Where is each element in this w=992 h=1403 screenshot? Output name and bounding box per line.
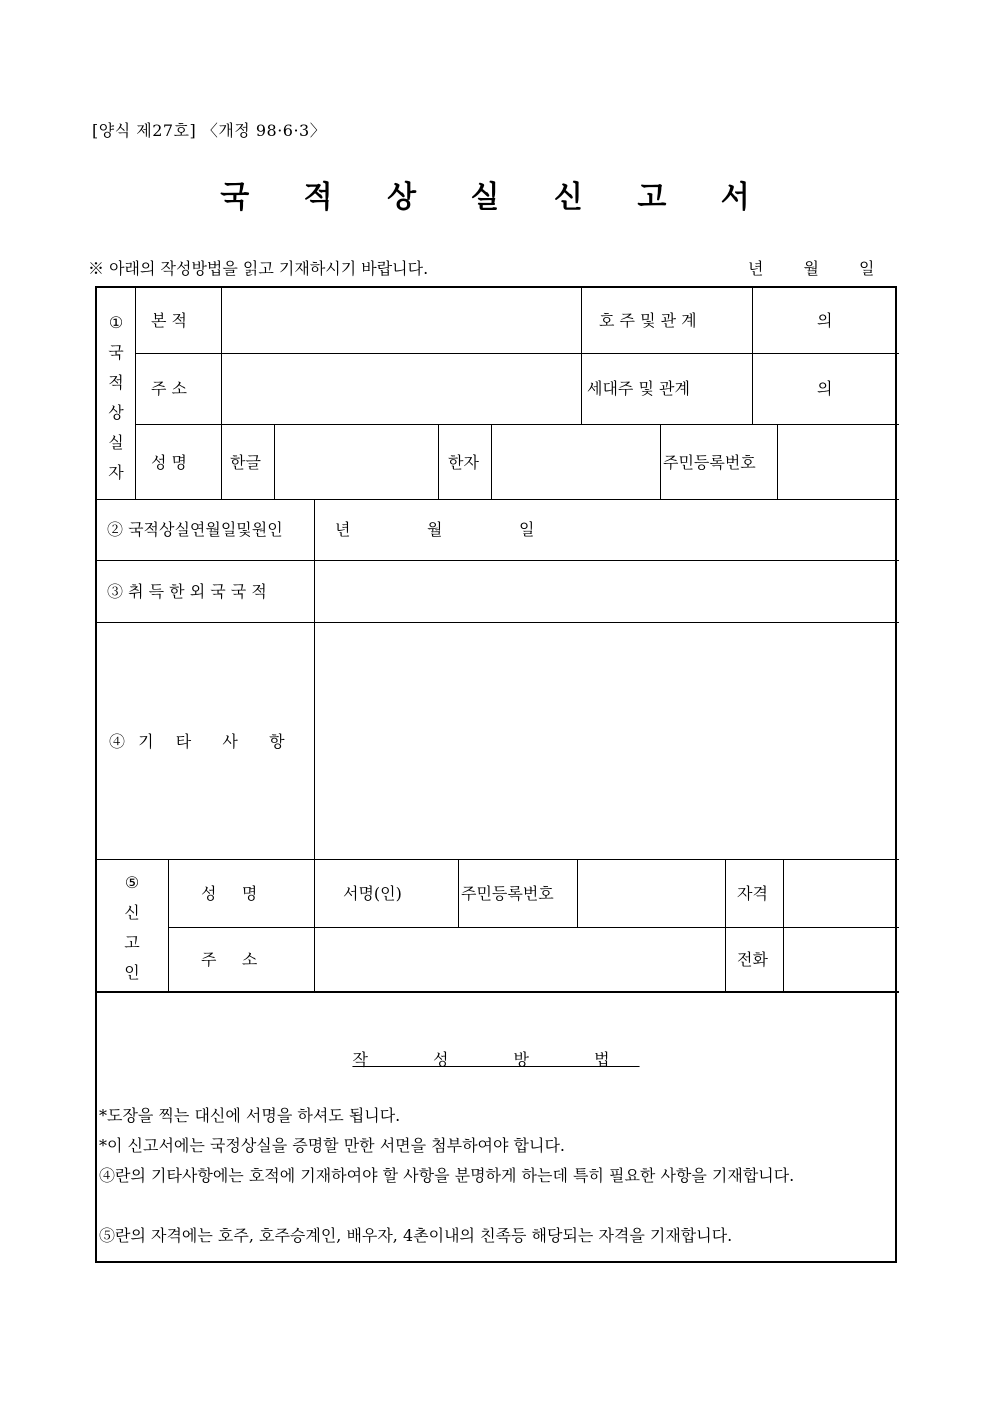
- reporter-resident-no-label: 주민등록번호: [461, 884, 554, 903]
- report-date-day: 일: [858, 259, 875, 278]
- hangul-label: 한글: [230, 453, 261, 472]
- method-note-3: ④란의 기타사항에는 호적에 기재하여야 할 사항을 분명하게 하는데 특히 필요한 사항을 기재합니다.: [99, 1166, 795, 1185]
- col-divider: [581, 288, 582, 424]
- loss-date-year: 년: [335, 520, 351, 539]
- col-divider: [135, 288, 136, 499]
- foreign-nationality-field[interactable]: [315, 561, 899, 622]
- resident-no-field[interactable]: [778, 424, 899, 499]
- col-divider: [752, 288, 753, 424]
- reporter-label: ⑤ 신 고 인: [124, 873, 140, 982]
- lost-person-label: ① 국 적 상 실 자: [108, 313, 124, 482]
- reporter-resident-no-field[interactable]: [578, 860, 725, 927]
- head-relation-label: 호 주 및 관 계: [599, 311, 697, 330]
- foreign-nationality-label: ③ 취 득 한 외 국 국 적: [107, 582, 267, 601]
- col-divider: [458, 859, 459, 927]
- method-title: 작 성 방 법: [352, 1050, 640, 1069]
- domicile-label: 본 적: [151, 311, 187, 330]
- household-relation-label: 세대주 및 관계: [587, 379, 690, 398]
- hangul-name-field[interactable]: [275, 424, 438, 499]
- hanja-name-field[interactable]: [492, 424, 660, 499]
- method-note-4: ⑤란의 자격에는 호주, 호주승계인, 배우자, 4촌이내의 친족등 해당되는 자격을 기재합니다.: [99, 1226, 733, 1245]
- col-divider: [438, 424, 439, 499]
- form-code: [양식 제27호] 〈개정 98·6·3〉: [92, 121, 327, 140]
- reporter-address-label: 주 소: [201, 950, 258, 969]
- hanja-label: 한자: [448, 453, 479, 472]
- qualification-field[interactable]: [784, 860, 899, 927]
- reporter-address-field[interactable]: [315, 928, 725, 991]
- report-date-year: 년: [748, 259, 764, 278]
- head-relation-suffix: 의: [817, 311, 833, 330]
- loss-date-day: 일: [519, 520, 535, 539]
- report-date: [748, 256, 874, 279]
- report-form: [95, 286, 897, 1263]
- loss-date-cause-label: ② 국적상실연월일및원인: [107, 520, 283, 539]
- report-date-month: 월: [803, 259, 819, 278]
- other-matters-field[interactable]: [315, 623, 899, 859]
- instruction-text: ※ 아래의 작성방법을 읽고 기재하시기 바랍니다.: [88, 259, 429, 278]
- name-label: 성 명: [151, 453, 187, 472]
- loss-date-month: 월: [427, 520, 443, 539]
- col-divider: [725, 859, 726, 991]
- method-note-1: *도장을 찍는 대신에 서명을 하셔도 됩니다.: [99, 1106, 401, 1125]
- row-divider: [97, 859, 899, 860]
- form-title: 국 적 상 실 신 고 서: [220, 180, 772, 215]
- resident-no-label: 주민등록번호: [663, 453, 756, 472]
- address-label: 주 소: [151, 379, 187, 398]
- col-divider: [660, 424, 661, 499]
- row-divider: [97, 991, 899, 993]
- phone-label: 전화: [737, 950, 768, 969]
- method-note-2: *이 신고서에는 국정상실을 증명할 만한 서면을 첨부하여야 합니다.: [99, 1136, 566, 1155]
- signature-label: 서명(인): [343, 884, 402, 903]
- reporter-name-label: 성 명: [201, 884, 258, 903]
- phone-field[interactable]: [784, 928, 899, 991]
- col-divider: [168, 859, 169, 991]
- qualification-label: 자격: [737, 884, 768, 903]
- row-divider: [97, 499, 899, 500]
- other-matters-label: ④ 기 타 사 항: [109, 732, 289, 751]
- household-relation-suffix: 의: [817, 379, 833, 398]
- address-field[interactable]: [221, 353, 581, 424]
- domicile-field[interactable]: [221, 288, 581, 353]
